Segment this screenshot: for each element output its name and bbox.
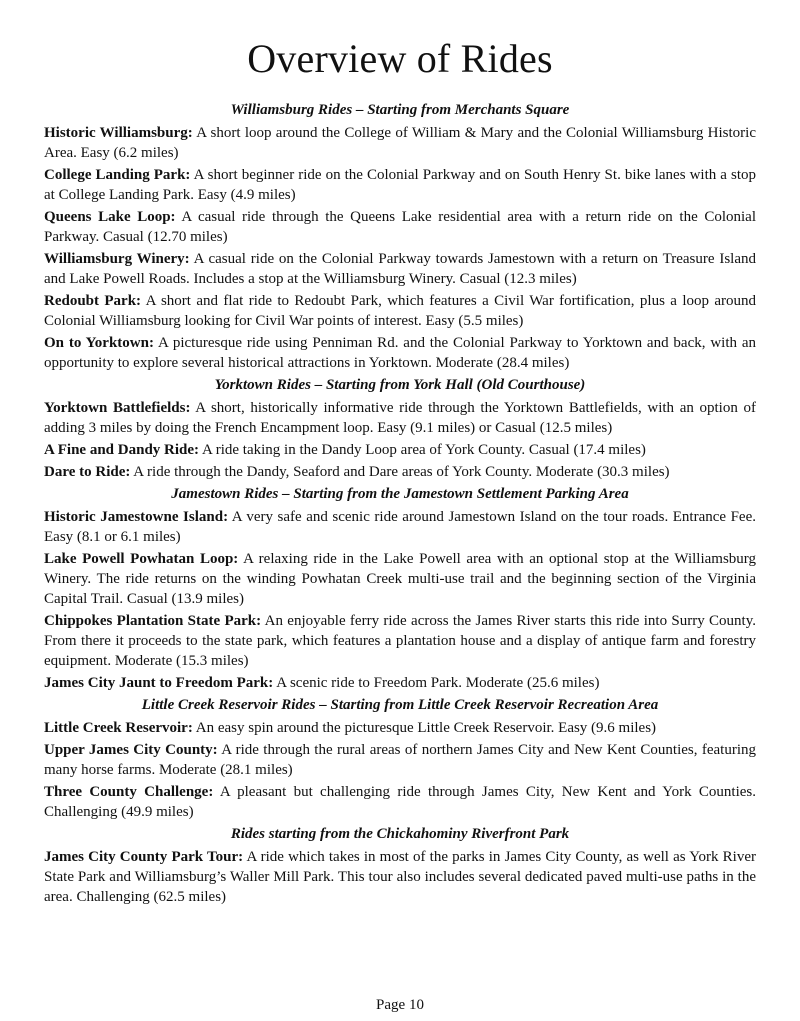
document-page: [44, 28, 756, 909]
ride-entry: [44, 673, 756, 693]
ride-description: A short and flat ride to Redoubt Park, which features a Civil War fortification, plus a loop around Colonial Williamsburg looking for Civil War points of interest. Easy (5.5 miles): [44, 293, 757, 329]
ride-name: Redoubt Park:: [44, 293, 142, 309]
ride-entry: [44, 847, 756, 907]
section-heading: Williamsburg Rides – Starting from Merchants Square: [230, 102, 570, 118]
ride-entry: [44, 333, 756, 373]
ride-description: An easy spin around the picturesque Little Creek Reservoir. Easy (9.6 miles): [192, 720, 657, 736]
ride-sections: [44, 100, 756, 907]
ride-description: A very safe and scenic ride around Jamestown Island on the tour roads. Entrance Fee. Easy (8.1 or 6.1 miles): [44, 509, 756, 545]
ride-name: Little Creek Reservoir:: [44, 720, 193, 736]
section-heading: Rides starting from the Chickahominy Riverfront Park: [230, 826, 570, 842]
section-heading: Little Creek Reservoir Rides – Starting from Little Creek Reservoir Recreation Area: [141, 697, 659, 713]
ride-entry: [44, 611, 756, 671]
page-title: Overview of Rides: [247, 36, 553, 81]
section-heading: Yorktown Rides – Starting from York Hall (Old Courthouse): [214, 377, 586, 393]
ride-name: Chippokes Plantation State Park:: [44, 613, 262, 629]
ride-entry: [44, 549, 756, 609]
ride-entry: [44, 398, 756, 438]
ride-name: Lake Powell Powhatan Loop:: [44, 551, 239, 567]
ride-description: A short, historically informative ride through the Yorktown Battlefields, with an option of adding 3 miles by doing the French Encampment loop. Easy (9.1 miles) or Casual (12.5 miles): [44, 400, 756, 436]
ride-entry: [44, 462, 756, 482]
ride-entry: [44, 740, 756, 780]
ride-entry: [44, 249, 756, 289]
ride-name: Three County Challenge:: [44, 784, 214, 800]
ride-description: A short beginner ride on the Colonial Parkway and on South Henry St. bike lanes with a stop at College Landing Park. Easy (4.9 miles): [44, 167, 756, 203]
ride-name: Upper James City County:: [44, 742, 218, 758]
ride-name: College Landing Park:: [44, 167, 191, 183]
ride-description: A short loop around the College of William & Mary and the Colonial Williamsburg Historic Area. Easy (6.2 miles): [44, 125, 756, 161]
ride-description: A ride which takes in most of the parks in James City County, as well as York River State Park and Williamsburg’s Waller Mill Park. This tour also includes several dedicated paved multi-use paths in the area. Challenging (62.5 miles): [44, 849, 756, 905]
ride-name: A Fine and Dandy Ride:: [44, 442, 200, 458]
ride-description: An enjoyable ferry ride across the James River starts this ride into Surry County. From there it proceeds to the state park, which features a plantation house and a display of antique farm and forestry equipment. Moderate (15.3 miles): [44, 613, 757, 669]
page-number: Page 10: [376, 997, 424, 1013]
ride-name: James City Jaunt to Freedom Park:: [44, 675, 274, 691]
ride-description: A picturesque ride using Penniman Rd. and the Colonial Parkway to Yorktown and back, with an opportunity to explore several historical attractions in Yorktown. Moderate (28.4 miles): [44, 335, 756, 371]
ride-entry: [44, 718, 756, 738]
ride-name: Dare to Ride:: [44, 464, 131, 480]
ride-description: A pleasant but challenging ride through James City, New Kent and York Counties. Challenging (49.9 miles): [44, 784, 756, 820]
ride-description: A casual ride through the Queens Lake residential area with a return ride on the Colonial Parkway. Casual (12.70 miles): [44, 209, 756, 245]
ride-description: A ride through the Dandy, Seaford and Dare areas of York County. Moderate (30.3 miles): [130, 464, 670, 480]
ride-description: A ride through the rural areas of northern James City and New Kent Counties, featuring many horse farms. Moderate (28.1 miles): [44, 742, 756, 778]
ride-entry: [44, 207, 756, 247]
ride-name: Williamsburg Winery:: [44, 251, 190, 267]
ride-name: On to Yorktown:: [44, 335, 154, 351]
ride-entry: [44, 165, 756, 205]
ride-entry: [44, 782, 756, 822]
ride-name: Yorktown Battlefields:: [44, 400, 191, 416]
ride-name: James City County Park Tour:: [44, 849, 244, 865]
section-heading: Jamestown Rides – Starting from the Jamestown Settlement Parking Area: [171, 486, 629, 502]
ride-entry: [44, 123, 756, 163]
ride-name: Queens Lake Loop:: [44, 209, 176, 225]
ride-name: Historic Jamestowne Island:: [44, 509, 229, 525]
ride-name: Historic Williamsburg:: [44, 125, 193, 141]
ride-description: A casual ride on the Colonial Parkway towards Jamestown with a return on Treasure Island and Lake Powell Roads. Includes a stop at the Williamsburg Winery. Casual (12.3 miles): [44, 251, 756, 287]
ride-description: A scenic ride to Freedom Park. Moderate (25.6 miles): [273, 675, 600, 691]
ride-entry: [44, 507, 756, 547]
ride-entry: [44, 440, 756, 460]
ride-entry: [44, 291, 756, 331]
ride-description: A relaxing ride in the Lake Powell area with an optional stop at the Williamsburg Winery. The ride returns on the winding Powhatan Creek multi-use trail and the beginning section of the Virginia Capital Trail. Casual (13.9 miles): [44, 551, 757, 607]
ride-description: A ride taking in the Dandy Loop area of York County. Casual (17.4 miles): [199, 442, 646, 458]
